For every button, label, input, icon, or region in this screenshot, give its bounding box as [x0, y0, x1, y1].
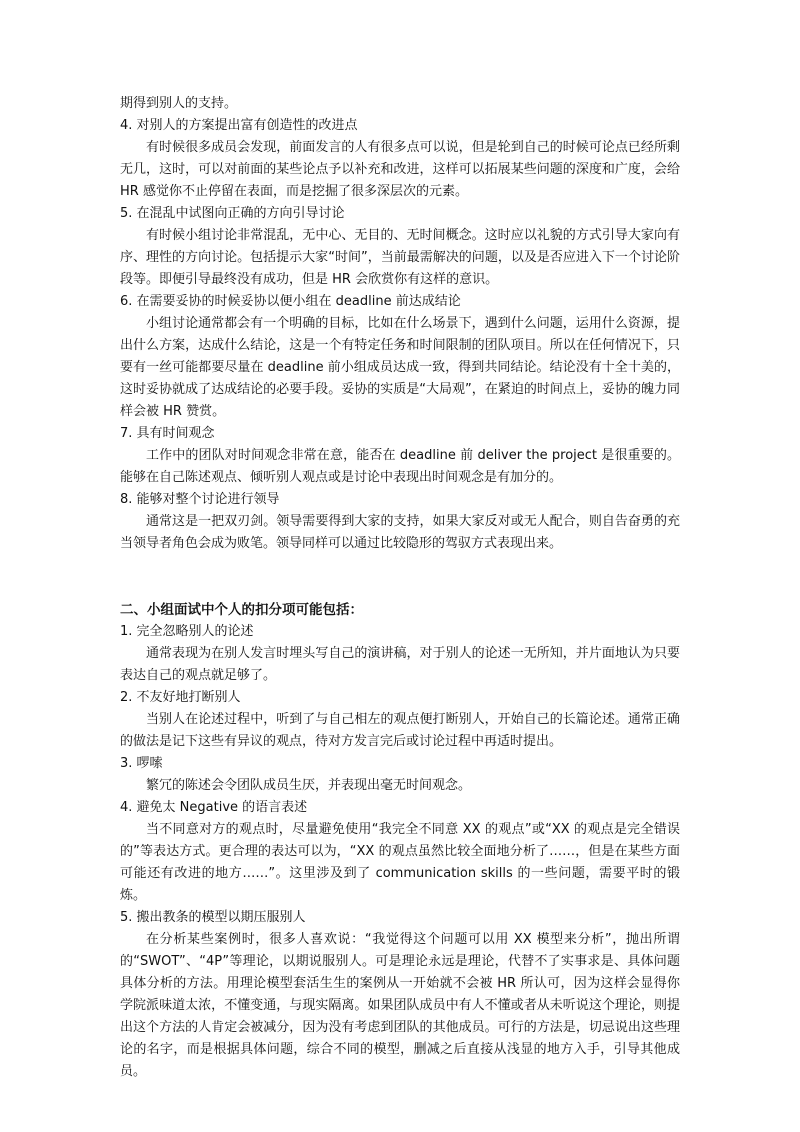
item-body: 有时候小组讨论非常混乱，无中心、无目的、无时间概念。这时应以礼貌的方式引导大家向有序、理性的方向讨论。包括提示大家“时间”，当前最需解决的问题，以及是否应进入下一个讨论阶段等。即便引导最终没有成功，但是 HR 会欣赏你有这样的意识。: [120, 228, 680, 287]
item-body: 工作中的团队对时间观念非常在意，能否在 deadline 前 deliver the project 是很重要的。能够在自己陈述观点、倾听别人观点或是讨论中表现出时间观念是有加分的。: [120, 448, 680, 485]
item-heading: 7. 具有时间观念: [120, 426, 215, 441]
item-body: 当别人在论述过程中，听到了与自己相左的观点便打断别人，开始自己的长篇论述。通常正确的做法是记下这些有异议的观点，待对方发言完后或讨论过程中再适时提出。: [120, 712, 680, 749]
item-heading: 6. 在需要妥协的时候妥协以便小组在 deadline 前达成结论: [120, 294, 461, 309]
document-content: [120, 93, 680, 1083]
item-body: 通常这是一把双刃剑。领导需要得到大家的支持，如果大家反对或无人配合，则自告奋勇的充当领导者角色会成为败笔。领导同样可以通过比较隐形的驾驭方式表现出来。: [120, 514, 680, 551]
item-body: 通常表现为在别人发言时埋头写自己的演讲稿，对于别人的论述一无所知，并片面地认为只要表达自己的观点就足够了。: [120, 646, 680, 683]
item-heading: 5. 在混乱中试图向正确的方向引导讨论: [120, 206, 345, 221]
item-body: 在分析某些案例时，很多人喜欢说：“我觉得这个问题可以用 XX 模型来分析”，抛出所谓的“SWOT”、“4P”等理论，以期说服别人。可是理论永远是理论，代替不了实事求是、具体问题具体分析的方法。用理论模型套活生生的案例从一开始就不会被 HR 所认可，因为这样会显得你学院派味道太浓，不懂变通，与现实隔离。如果团队成员中有人不懂或者从未听说这个理论，则提出这个方法的人肯定会被减分，因为没有考虑到团队的其他成员。可行的方法是，切忌说出这些理论的名字，而是根据具体问题，综合不同的模型，删减之后直接从浅显的地方入手，引导其他成员。: [120, 932, 680, 1079]
item-body: 当不同意对方的观点时，尽量避免使用“我完全不同意 XX 的观点”或“XX 的观点是完全错误的”等表达方式。更合理的表达可以为，“XX 的观点虽然比较全面地分析了……，但是在某些方面可能还有改进的地方……”。这里涉及到了 communication skills 的一些问题，需要平时的锻炼。: [120, 822, 680, 903]
continuation-text: 期得到别人的支持。: [120, 96, 238, 111]
item-heading: 2. 不友好地打断别人: [120, 690, 241, 705]
item-body: 小组讨论通常都会有一个明确的目标，比如在什么场景下，遇到什么问题，运用什么资源，提出什么方案，达成什么结论，这是一个有特定任务和时间限制的团队项目。所以在任何情况下，只要有一丝可能都要尽量在 deadline 前小组成员达成一致，得到共同结论。结论没有十全十美的，这时妥协就成了达成结论的必要手段。妥协的实质是“大局观”，在紧迫的时间点上，妥协的魄力同样会被 HR 赞赏。: [120, 316, 680, 419]
item-body: 有时候很多成员会发现，前面发言的人有很多点可以说，但是轮到自己的时候可论点已经所剩无几，这时，可以对前面的某些论点予以补充和改进，这样可以拓展某些问题的深度和广度，会给 HR 感觉你不止停留在表面，而是挖掘了很多深层次的元素。: [120, 140, 680, 199]
section-spacer: [120, 555, 680, 599]
item-heading: 4. 对别人的方案提出富有创造性的改进点: [120, 118, 358, 133]
item-heading: 3. 啰嗦: [120, 756, 163, 771]
item-heading: 1. 完全忽略别人的论述: [120, 624, 254, 639]
item-body: 繁冗的陈述会令团队成员生厌，并表现出毫无时间观念。: [146, 778, 472, 793]
item-heading: 5. 搬出教条的模型以期压服别人: [120, 910, 306, 925]
item-heading: 8. 能够对整个讨论进行领导: [120, 492, 280, 507]
section-title: 二、小组面试中个人的扣分项可能包括：: [120, 602, 363, 618]
item-heading: 4. 避免太 Negative 的语言表述: [120, 800, 308, 815]
